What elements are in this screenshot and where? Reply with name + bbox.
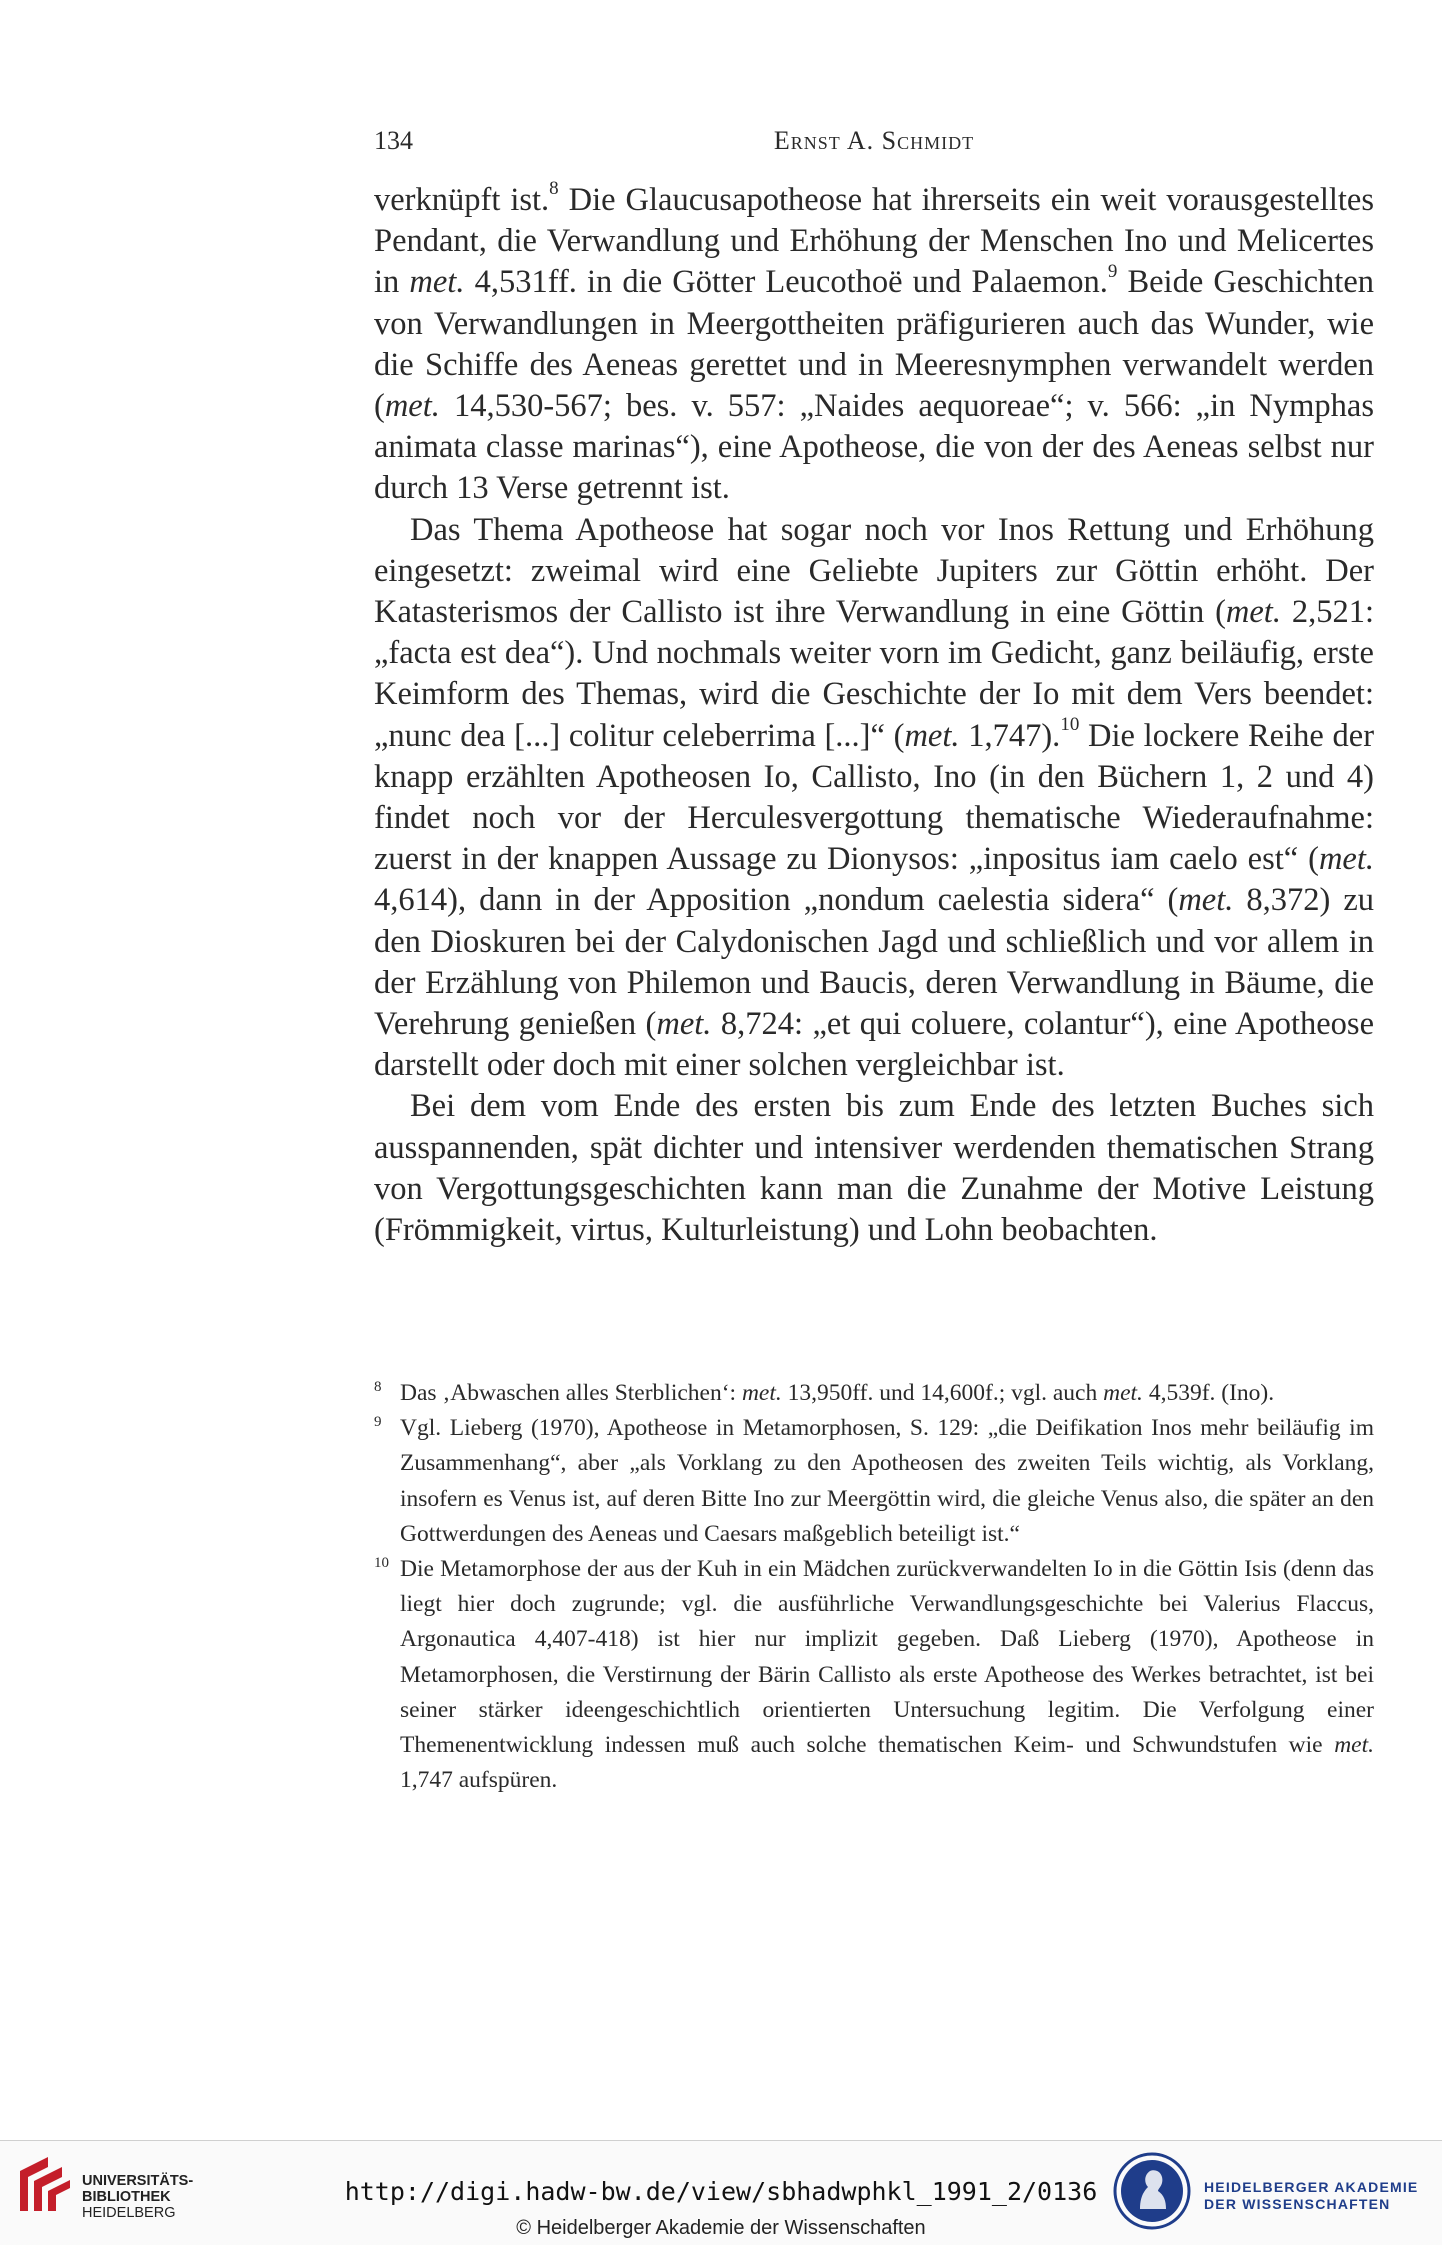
text-run: Vgl. Lieberg (1970), Apotheose in Metamorphosen, S. 129: „die Deifikation Inos mehr beiläufig im Zusammenhang“, aber „als Vorklang zu den Apotheosen des zweiten Teils wichtig, als Vorklang, insofern es Venus ist, auf deren Bitte Ino zur Meergöttin wird, die gleiche Venus also, die später an den Gottwerdungen des Aeneas und Caesars maßgeblich beteiligt ist.“ [400,1415,1374,1547]
ub-line: BIBLIOTHEK [82,2189,171,2205]
page-number: 134 [374,126,413,155]
footnotes [374,1376,1374,1798]
italic-abbrev: met. [904,717,960,754]
footnote-number: 9 [374,1414,382,1431]
text-run: 13,950ff. und 14,600f.; vgl. auch [781,1380,1104,1406]
footnote-ref[interactable]: 10 [1060,713,1080,735]
italic-abbrev: met. [1318,841,1374,878]
text-run: verknüpft ist. [374,182,550,218]
text-run: Die Glaucusapotheose hat ihrerseits ein weit vorausgestelltes Pendant, die Verwandlung und Erhöhung der Menschen Ino und Melicertes in [374,182,1375,301]
page-header [374,126,1374,166]
footnote-10 [374,1552,1374,1798]
permalink-url[interactable]: http://digi.hadw-bw.de/view/sbhadwphkl_1991_2/0136 [344,2177,1098,2206]
text-run: Beide Geschichten von Verwandlungen in Meergottheiten präfigurieren auch das Wunder, wie die Schiffe des Aeneas gerettet und in Meeresnymphen verwandelt werden ( [374,264,1375,425]
footnote-ref[interactable]: 9 [1107,260,1118,282]
text-run: 1,747 aufspüren. [400,1767,558,1794]
text-run: Das ‚Abwaschen alles Sterblichen‘: [400,1380,742,1406]
text-run: 8,724: „et qui coluere, colantur“), eine Apotheose darstellt oder doch mit einer solchen vergleichbar ist. [374,1006,1374,1084]
footnote-9 [374,1411,1374,1552]
text-run: 4,531ff. in die Götter Leucothoë und Palaemon. [464,264,1108,301]
haw-line: HEIDELBERGER AKADEMIE [1204,2179,1419,2195]
italic-abbrev: met. [1225,594,1281,631]
ub-line: HEIDELBERG [82,2205,176,2221]
footnote-number: 10 [374,1555,389,1572]
italic-abbrev: met. [1103,1380,1143,1406]
paragraph [374,180,1374,510]
italic-abbrev: met. [409,264,465,301]
haw-line: DER WISSENSCHAFTEN [1204,2196,1391,2212]
italic-abbrev: met. [384,388,440,425]
italic-abbrev: met. [656,1006,712,1043]
academy-seal-icon[interactable] [1112,2151,1192,2231]
copyright-notice: © Heidelberger Akademie der Wissenschaften [516,2217,926,2239]
viewer-footer [0,2140,1442,2245]
italic-abbrev: met. [741,1380,782,1406]
paragraph [374,1086,1374,1251]
text-run: 4,614), dann in der Apposition „nondum caelestia sidera“ ( [374,882,1179,919]
ub-line: UNIVERSITÄTS- [82,2173,194,2189]
text-run: Die Metamorphose der aus der Kuh in ein Mädchen zurückverwandelten Io in die Göttin Isis (denn das liegt hier doch zugrunde; vgl. die ausführliche Verwandlungsgeschichte bei Valerius Flaccus, Argonautica 4,407-418) ist hier nur implizit gegeben. Daß Lieberg (1970), Apotheose in Metamorphosen, die Verstirnung der Bärin Callisto als erste Apotheose des Werkes betrachtet, ist bei seiner stärker ideengeschichtlich orientierten Untersuchung legitim. Die Verfolgung einer Themenentwicklung indessen muß auch solche thematischen Keim- und Schwundstufen wie [400,1556,1374,1759]
academy-name [1204,2179,1418,2213]
text-run: 14,530-567; bes. v. 557: „Naides aequoreae“; v. 566: „in Nymphas animata classe marinas“), eine Apotheose, die von der des Aeneas selbst nur durch 13 Verse getrennt ist. [374,388,1374,507]
text-run: Das Thema Apotheose hat sogar noch vor Inos Rettung und Erhöhung eingesetzt: zweimal wird eine Geliebte Jupiters zur Göttin erhöht. Der Katasterismos der Callisto ist ihre Verwandlung in eine Göttin ( [374,511,1374,631]
footnote-ref[interactable]: 8 [549,178,559,200]
italic-abbrev: met. [1178,882,1234,919]
footnote-8 [374,1376,1374,1411]
footnote-number: 8 [374,1379,382,1395]
text-run: 4,539f. (Ino). [1142,1380,1275,1406]
italic-abbrev: met. [1334,1732,1374,1759]
text-run: Bei dem vom Ende des ersten bis zum Ende des letzten Buches sich ausspannenden, spät dichter und intensiver werdenden thematischen Strang von Vergottungsgeschichten kann man die Zunahme der Motive Leistung (Frömmigkeit, virtus, Kulturleistung) und Lohn beobachten. [374,1088,1374,1249]
text-run: 1,747). [959,717,1061,754]
running-head: Ernst A. Schmidt [773,126,975,155]
text-run: 8,372) zu den Dioskuren bei der Calydonischen Jagd und schließlich und vor allem in der Erzählung von Philemon und Baucis, deren Verwandlung in Bäume, die Verehrung genießen ( [374,882,1375,1043]
text-run: 2,521: „facta est dea“). Und nochmals weiter vorn im Gedicht, ganz beiläufig, erste Keimform des Themas, wird die Geschichte der Io mit dem Vers beendet: „nunc dea [...] colitur celeberrima [...]“ ( [374,594,1375,754]
paragraph [374,510,1374,1087]
text-run: Die lockere Reihe der knapp erzählten Apotheosen Io, Callisto, Ino (in den Büchern 1, 2 und 4) findet noch vor der Herculesvergottung thematische Wiederaufnahme: zuerst in der knappen Aussage zu Dionysos: „inpositus iam caelo est“ ( [374,717,1375,878]
body-text [374,180,1374,1251]
